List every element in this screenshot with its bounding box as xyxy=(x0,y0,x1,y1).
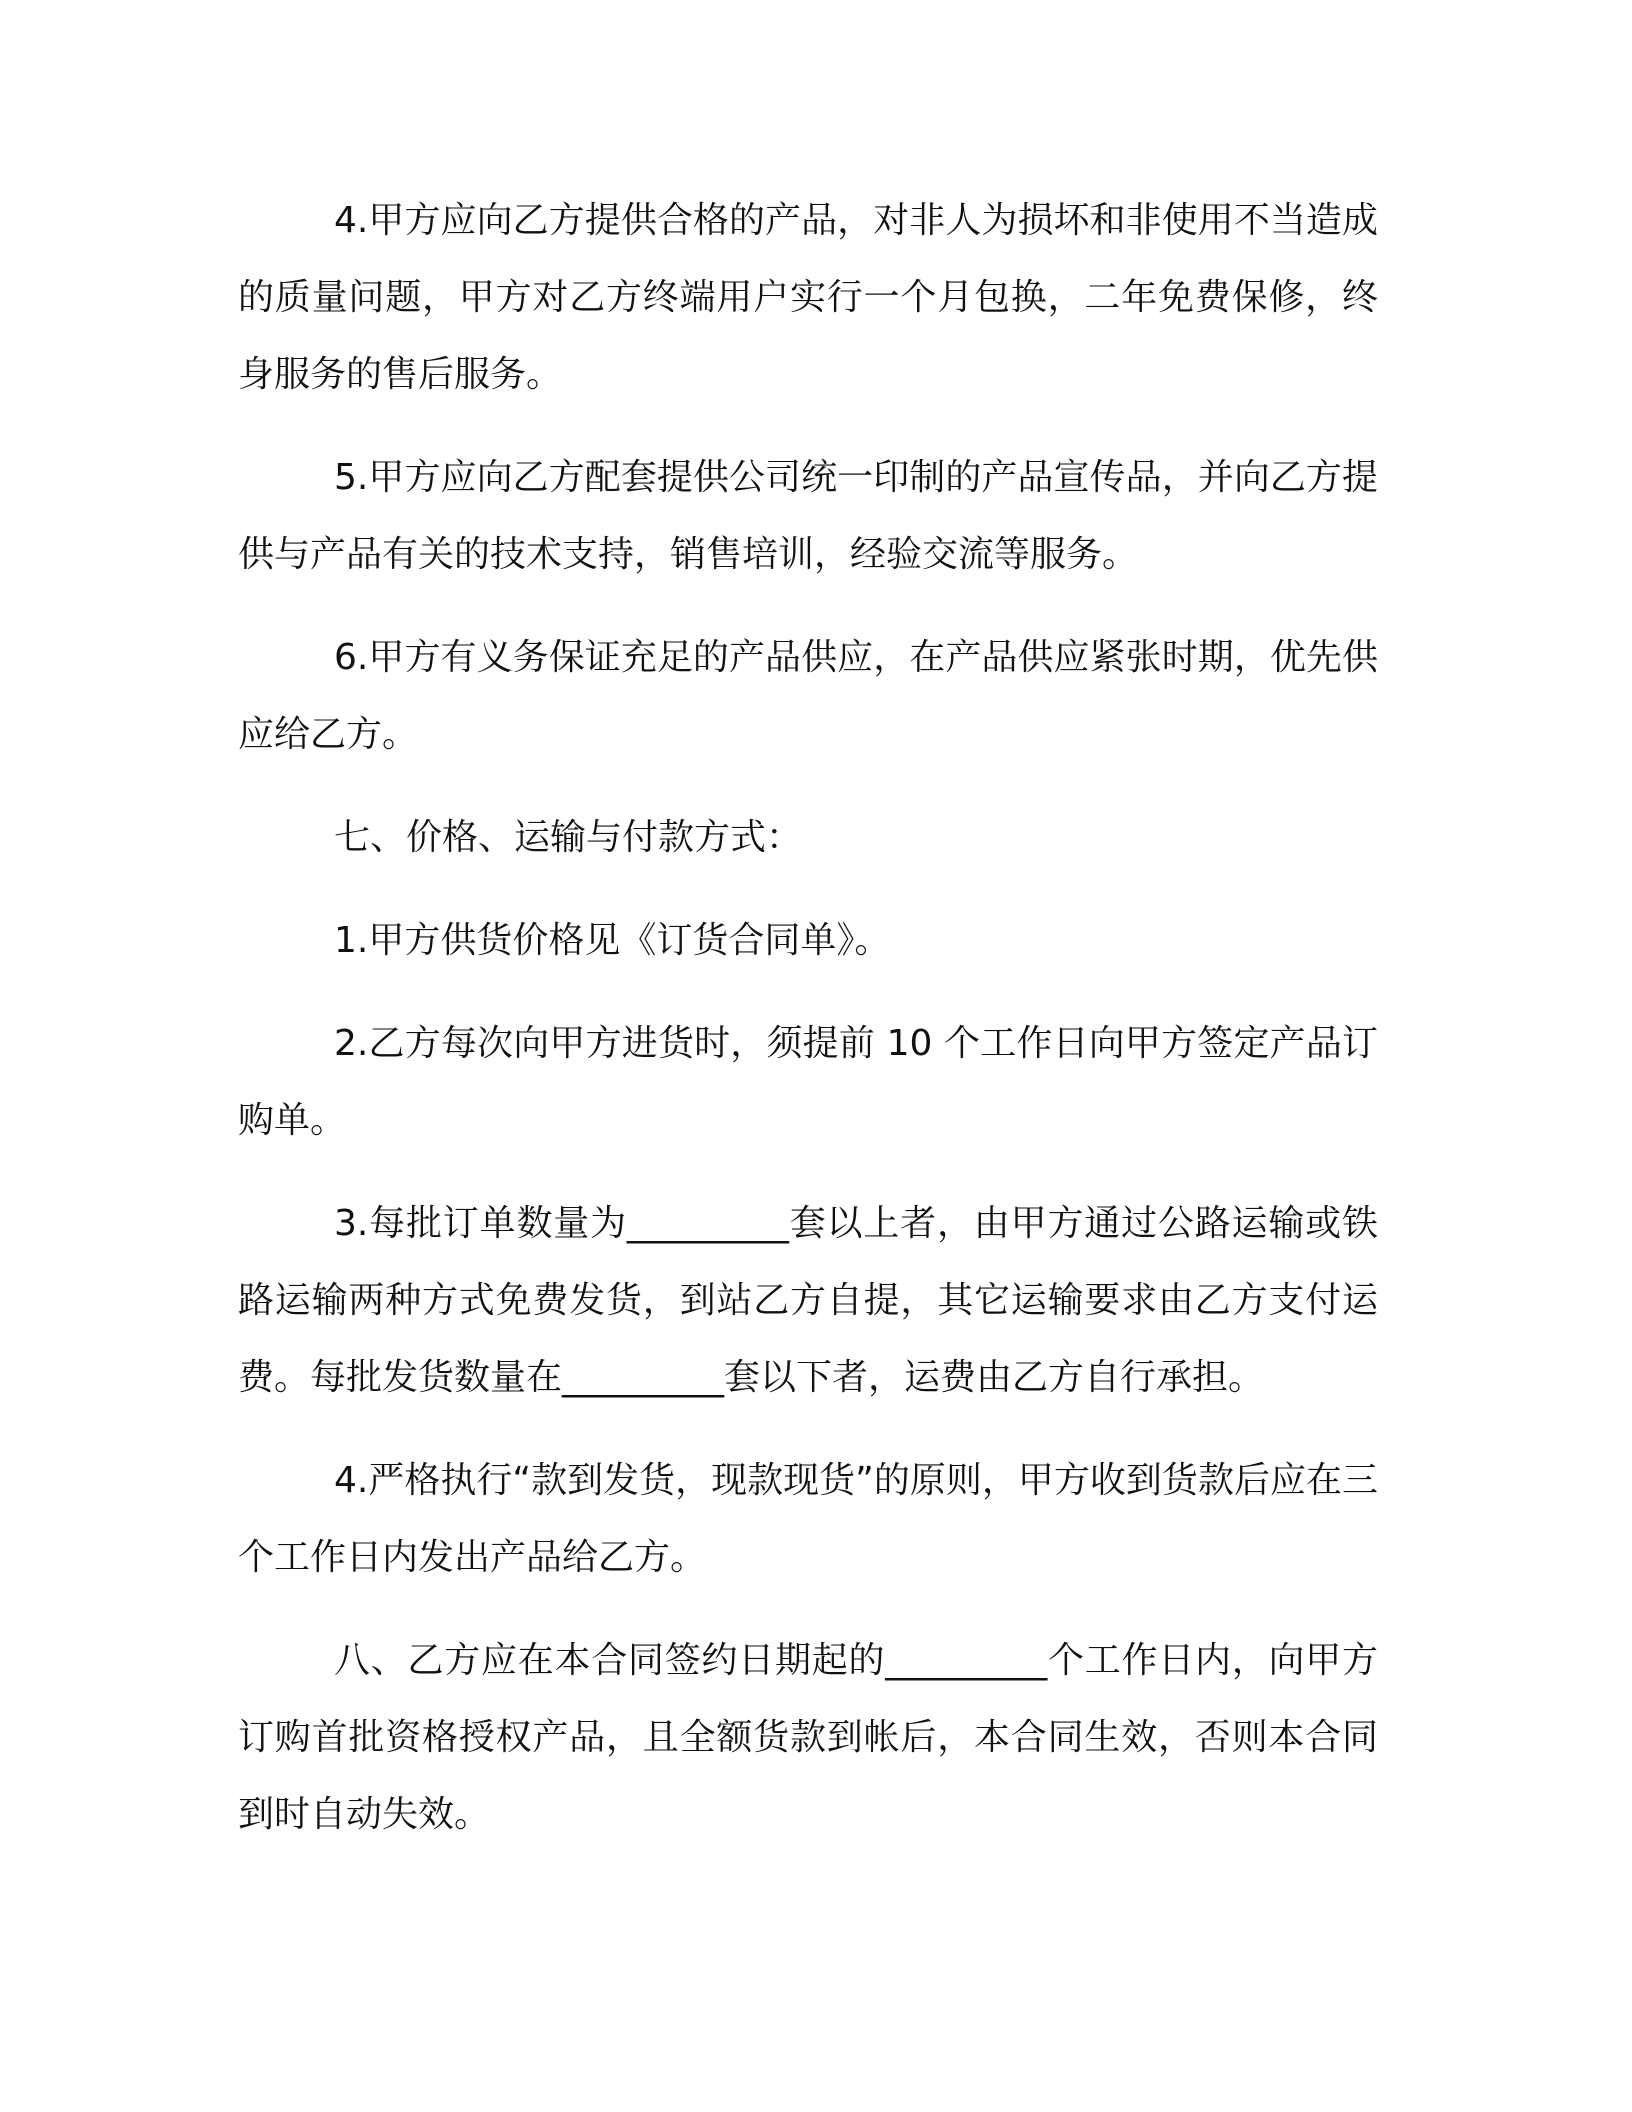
section-7-heading: 七、价格、运输与付款方式： xyxy=(334,817,803,858)
clause-7-2-order-lead-time: 2.乙方每次向甲方进货时，须提前 10 个工作日向甲方签定产品订购单。 xyxy=(238,1023,1378,1141)
clause-7-1-price: 1.甲方供货价格见《订货合同单》。 xyxy=(334,920,891,961)
section-8-effectiveness: 八、乙方应在本合同签约日期起的_________个工作日内，向甲方订购首批资格授权产品，且全额货款到帐后，本合同生效，否则本合同到时自动失效。 xyxy=(238,1640,1378,1835)
clause-6-supply-priority: 6.甲方有义务保证充足的产品供应，在产品供应紧张时期，优先供应给乙方。 xyxy=(238,637,1378,755)
clause-4-product-quality: 4.甲方应向乙方提供合格的产品，对非人为损坏和非使用不当造成的质量问题，甲方对乙方终端用户实行一个月包换，二年免费保修，终身服务的售后服务。 xyxy=(238,200,1378,395)
clause-5-promotional-materials: 5.甲方应向乙方配套提供公司统一印制的产品宣传品，并向乙方提供与产品有关的技术支持，销售培训，经验交流等服务。 xyxy=(238,457,1378,575)
document-page xyxy=(238,182,1378,1879)
clause-7-4-payment: 4.严格执行“款到发货，现款现货”的原则，甲方收到货款后应在三个工作日内发出产品给乙方。 xyxy=(238,1460,1378,1578)
clause-7-3-shipping: 3.每批订单数量为_________套以上者，由甲方通过公路运输或铁路运输两种方式免费发货，到站乙方自提，其它运输要求由乙方支付运费。每批发货数量在_________套以下者，运费由乙方自行承担。 xyxy=(238,1203,1378,1398)
